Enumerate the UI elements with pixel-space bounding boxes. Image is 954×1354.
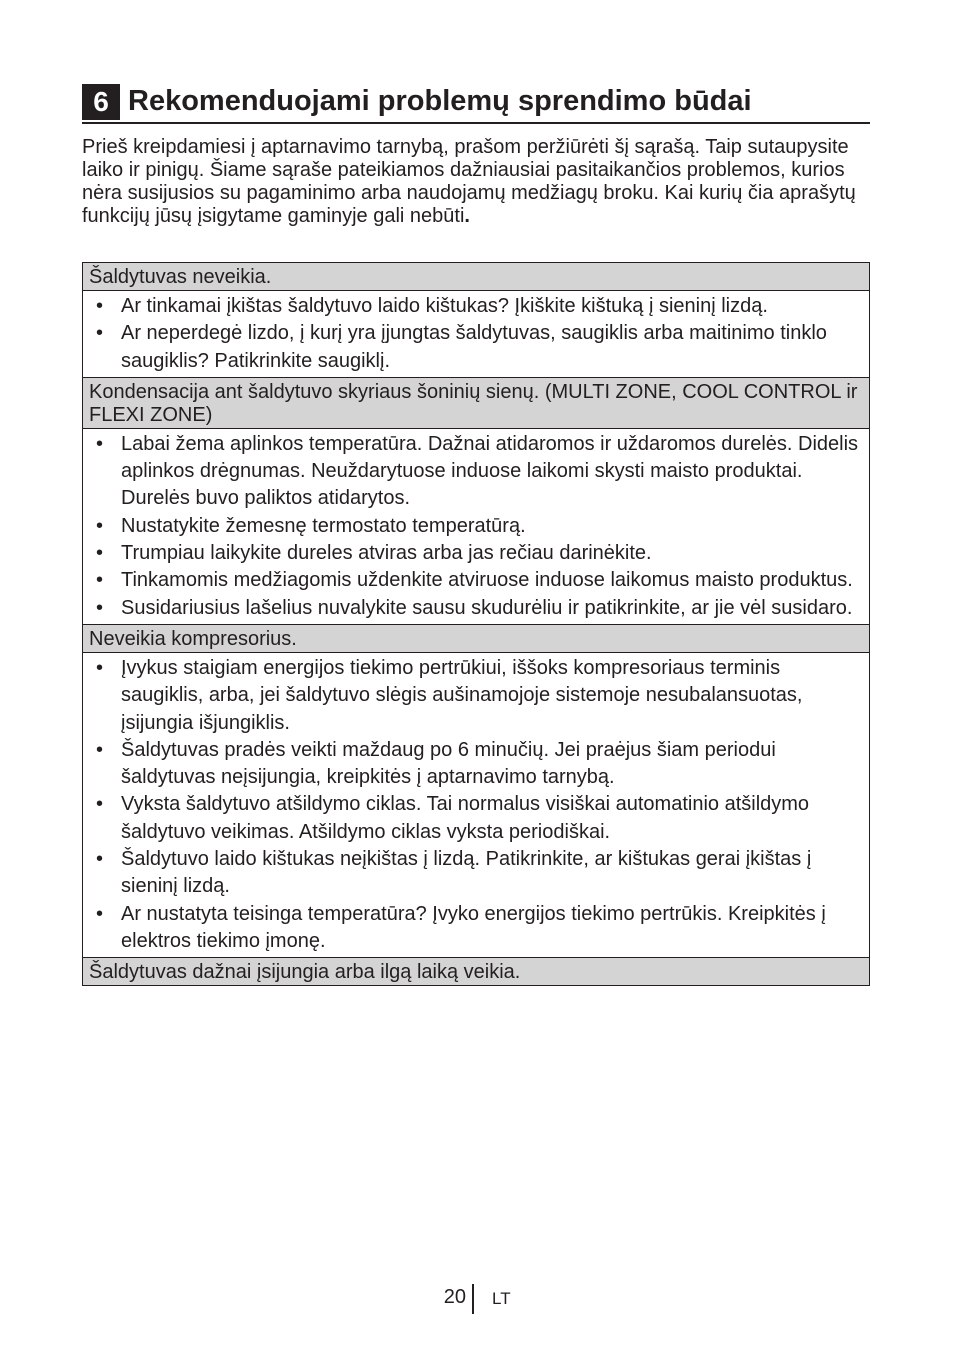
- bullet-icon: •: [96, 848, 104, 871]
- bullet-icon: •: [96, 656, 104, 679]
- section-heading: [82, 82, 870, 124]
- solution-text: Šaldytuvas pradės veikti maždaug po 6 minučių. Jei praėjus šiam periodui šaldytuvas neįsijungia, kreipkitės į aptarnavimo tarnybą.: [121, 738, 776, 789]
- solution-item: [89, 846, 863, 901]
- language-code: LT: [492, 1289, 511, 1308]
- solution-text: Nustatykite žemesnę termostato temperatūrą.: [121, 514, 526, 537]
- section-number-badge: 6: [82, 84, 120, 120]
- troubleshooting-table: [82, 262, 870, 986]
- solution-text: Labai žema aplinkos temperatūra. Dažnai atidaromos ir uždaromos durelės. Didelis aplinkos drėgnumas. Neuždarytuose induose laikomi skysti maisto produktai. Durelės buvo paliktos atidarytos.: [121, 432, 859, 510]
- problem-header: Neveikia kompresorius.: [83, 625, 869, 653]
- bullet-icon: •: [96, 569, 104, 592]
- solution-item: [89, 540, 863, 567]
- solution-item: [89, 655, 863, 737]
- bullet-icon: •: [96, 295, 104, 317]
- solution-text: Tinkamomis medžiagomis uždenkite atviruose induose laikomus maisto produktus.: [121, 569, 853, 592]
- solution-item: [89, 567, 863, 594]
- intro-text: Prieš kreipdamiesi į aptarnavimo tarnybą, prašom peržiūrėti šį sąrašą. Taip sutaupysite laiko ir pinigų. Šiame sąraše pateikiamos dažniausiai pasitaikančios problemos, kurios nėra susijusios su pagaminimo arba naudojamų medžiagų broku. Kai kurių čia aprašytų funkcijų jūsų įsigytame gaminyje gali nebūti: [82, 136, 856, 227]
- problem-solutions: [83, 291, 869, 378]
- solution-text: Ar nustatyta teisinga temperatūra? Įvyko energijos tiekimo pertrūkis. Kreipkitės į elektros tiekimo įmonę.: [121, 902, 826, 952]
- bullet-icon: •: [96, 738, 104, 761]
- solution-item: [89, 431, 863, 513]
- problem-header: Šaldytuvas dažnai įsijungia arba ilgą laiką veikia.: [83, 958, 869, 985]
- solution-text: Vyksta šaldytuvo atšildymo ciklas. Tai normalus visiškai automatinio atšildymo šaldytuvo veikimas. Atšildymo ciklas vyksta periodiškai.: [121, 793, 810, 843]
- solution-item: [89, 737, 863, 792]
- page-number: 20: [443, 1286, 466, 1308]
- footer-divider: [472, 1284, 474, 1314]
- bullet-icon: •: [96, 542, 104, 565]
- solution-text: Įvykus staigiam energijos tiekimo pertrūkiui, iššoks kompresoriaus terminis saugiklis, arba, jei šaldytuvo slėgis aušinamojoje sistemoje nesubalansuotas, įsijungia išjungiklis.: [121, 656, 803, 734]
- solution-item: [89, 293, 863, 320]
- intro-end: .: [464, 205, 470, 227]
- problem-header: Šaldytuvas neveikia.: [83, 263, 869, 291]
- bullet-icon: •: [96, 322, 104, 345]
- bullet-icon: •: [96, 432, 104, 455]
- bullet-icon: •: [96, 793, 104, 816]
- bullet-icon: •: [96, 514, 104, 537]
- solution-item: [89, 513, 863, 540]
- bullet-icon: •: [96, 596, 104, 619]
- problem-header: Kondensacija ant šaldytuvo skyriaus šoninių sienų. (MULTI ZONE, COOL CONTROL ir FLEXI ZONE): [83, 378, 869, 429]
- page-footer: [0, 1284, 954, 1314]
- problem-solutions: [83, 653, 869, 958]
- solution-text: Šaldytuvo laido kištukas neįkištas į lizdą. Patikrinkite, ar kištukas gerai įkištas į sieninį lizdą.: [121, 848, 812, 898]
- solution-text: Ar tinkamai įkištas šaldytuvo laido kištukas? Įkiškite kištuką į sieninį lizdą.: [121, 295, 768, 317]
- bullet-icon: •: [96, 902, 104, 925]
- problem-solutions: [83, 429, 869, 625]
- solution-item: [89, 791, 863, 846]
- intro-paragraph: [82, 136, 870, 228]
- solution-text: Trumpiau laikykite dureles atviras arba jas rečiau darinėkite.: [121, 542, 652, 565]
- section-title: Rekomenduojami problemų sprendimo būdai: [128, 85, 752, 117]
- solution-text: Ar neperdegė lizdo, į kurį yra įjungtas šaldytuvas, saugiklis arba maitinimo tinklo saugiklis? Patikrinkite saugiklį.: [121, 322, 827, 372]
- solution-text: Susidariusius lašelius nuvalykite sausu skudurėliu ir patikrinkite, ar jie vėl susidaro.: [121, 596, 853, 619]
- solution-item: [89, 595, 863, 622]
- solution-item: [89, 901, 863, 956]
- solution-item: [89, 320, 863, 375]
